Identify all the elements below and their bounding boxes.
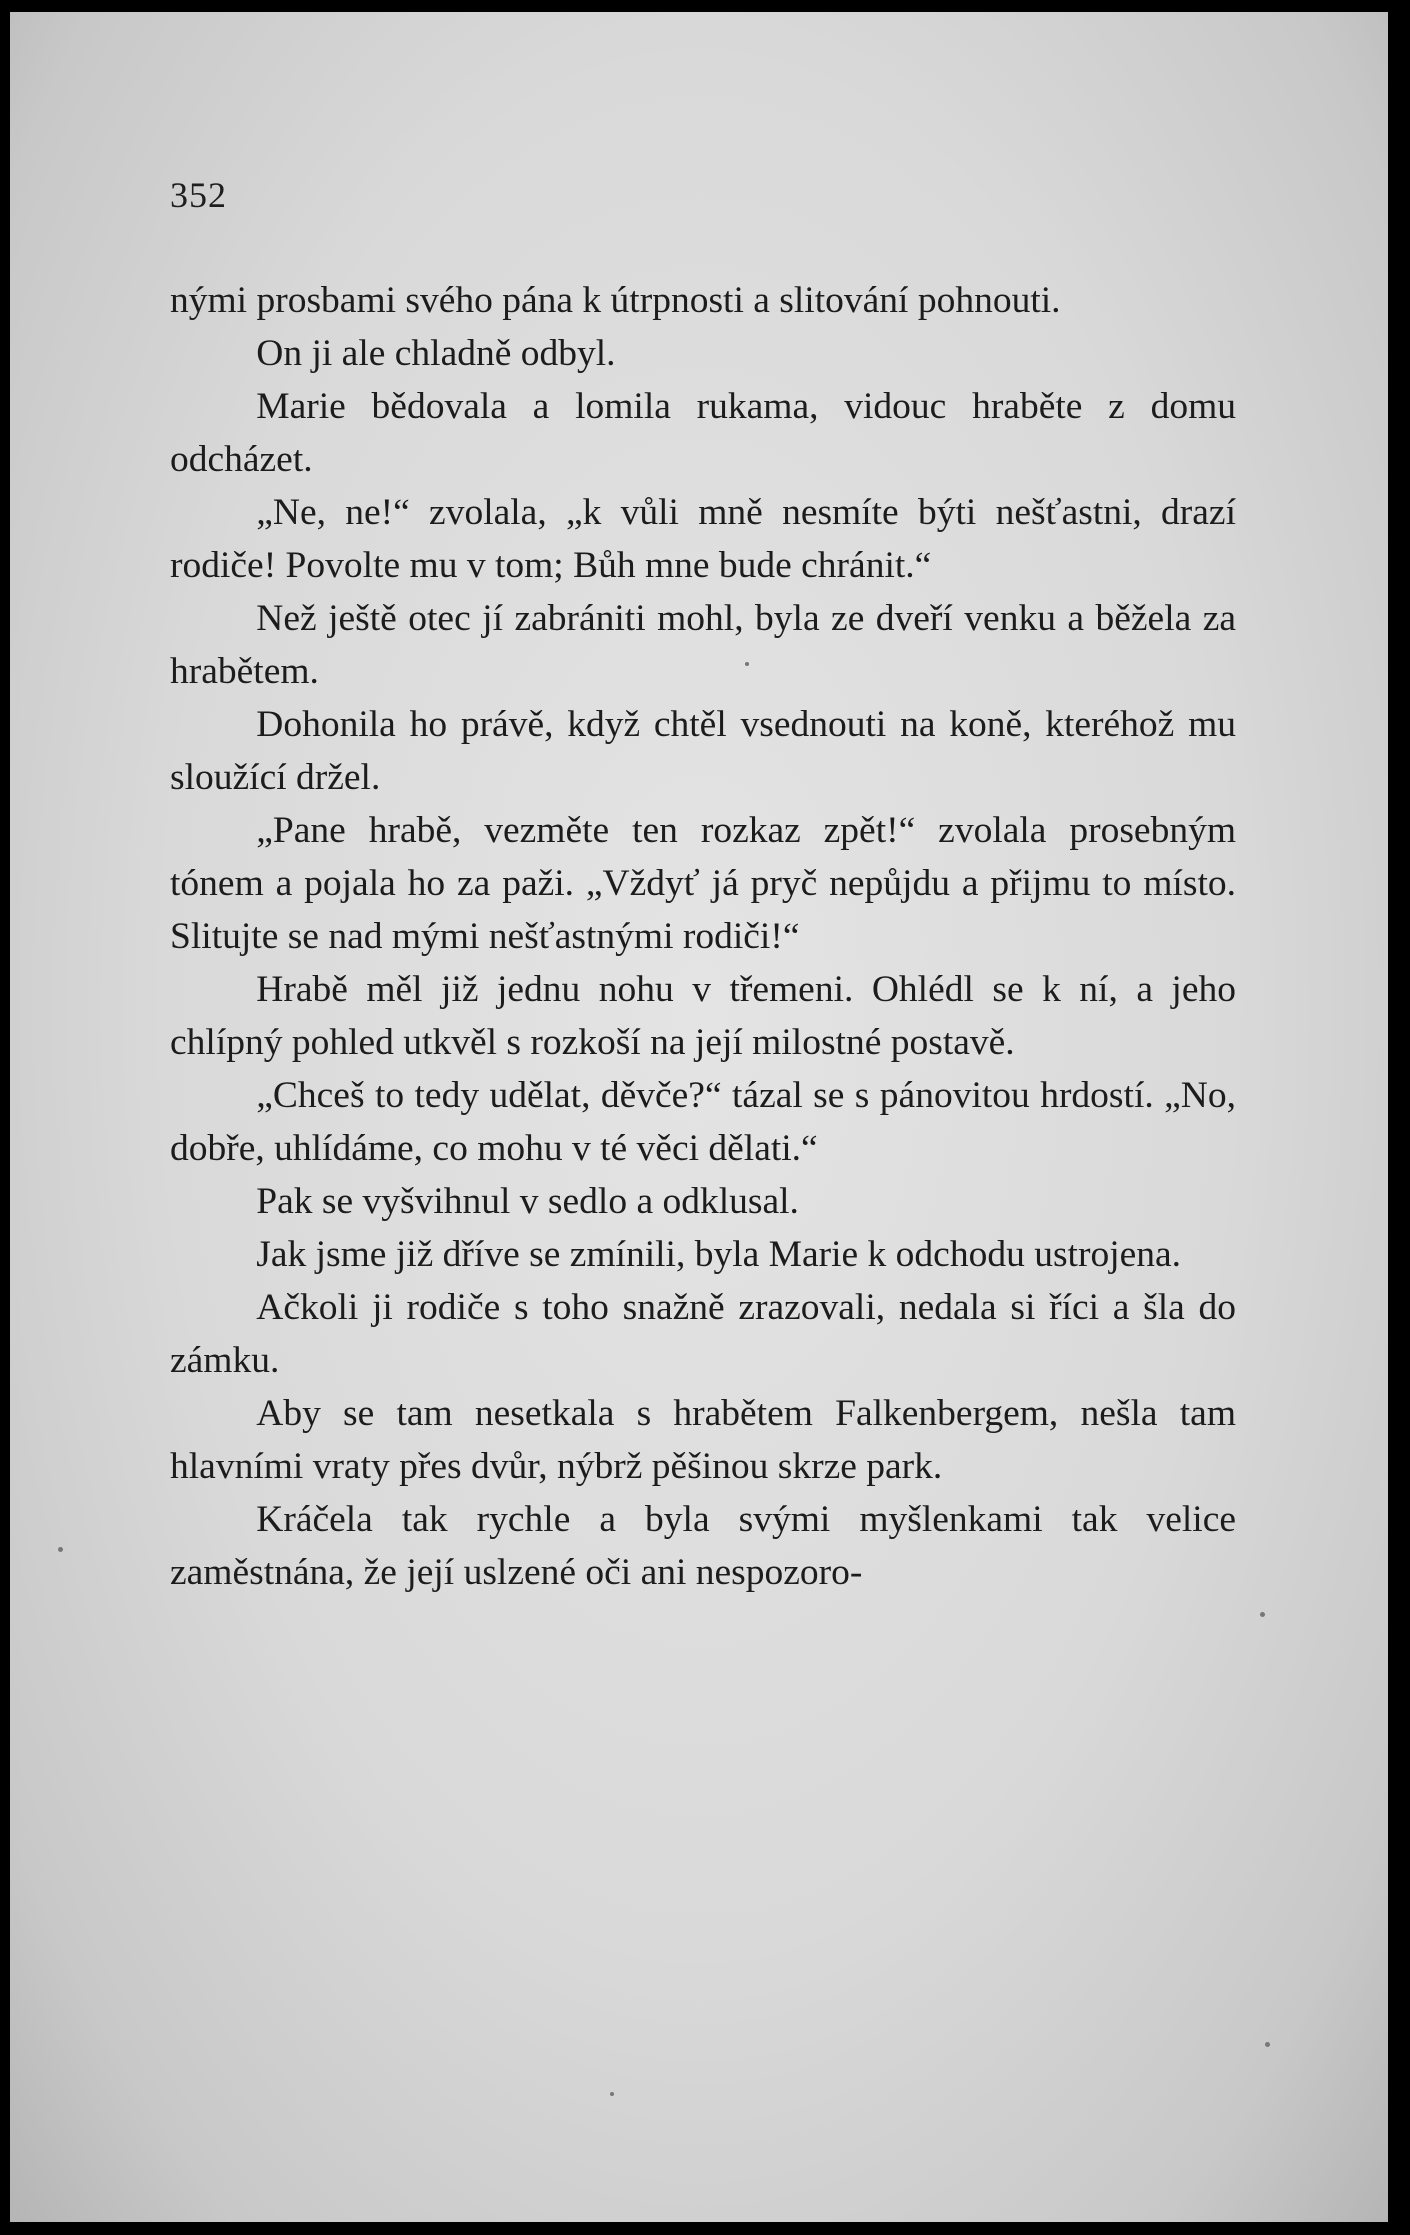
paper-speck [58,1547,63,1552]
paragraph: „Chceš to tedy udělat, děvče?“ tázal se s pánovitou hrdostí. „No, dobře, uhlídáme, co mohu v té věci dělati.“ [170,1075,1236,1169]
paragraph: Dohonila ho právě, když chtěl vsednouti na koně, kteréhož mu sloužící držel. [170,704,1236,798]
paragraph: Než ještě otec jí zabrániti mohl, byla ze dveří venku a běžela za hrabětem. [170,598,1236,692]
paragraph: Hrabě měl již jednu nohu v třemeni. Ohlédl se k ní, a jeho chlípný pohled utkvěl s rozkoší na její milostné postavě. [170,969,1236,1063]
paragraph: Ačkoli ji rodiče s toho snažně zrazovali, nedala si říci a šla do zámku. [170,1287,1236,1381]
paragraph: Kráčela tak rychle a byla svými myšlenkami tak velice zaměstnána, že její uslzené oči ani nespozoro- [170,1499,1236,1593]
paragraph: Pak se vyšvihnul v sedlo a odklusal. [256,1181,799,1222]
book-page [10,12,1388,2222]
paper-speck [745,662,749,666]
paper-speck [1260,1612,1265,1617]
paragraph: Jak jsme již dříve se zmínili, byla Marie k odchodu ustrojena. [256,1234,1182,1275]
paragraph: Aby se tam nesetkala s hrabětem Falkenbergem, nešla tam hlavními vraty přes dvůr, nýbrž pěšinou skrze park. [170,1393,1236,1487]
page-number: 352 [170,175,227,215]
paragraph: Marie bědovala a lomila rukama, vidouc hraběte z domu odcházet. [170,386,1236,480]
body-text [170,274,1236,1599]
paragraph: „Pane hrabě, vezměte ten rozkaz zpět!“ zvolala prosebným tónem a pojala ho za paži. „Vždyť já pryč nepůjdu a přijmu to místo. Slitujte se nad mými nešťastnými rodiči!“ [170,810,1236,957]
paragraph: On ji ale chladně odbyl. [256,333,616,374]
paragraph: nými prosbami svého pána k útrpnosti a slitování pohnouti. [170,280,1061,321]
paper-speck [1265,2042,1270,2047]
paper-speck [610,2092,614,2096]
paragraph: „Ne, ne!“ zvolala, „k vůli mně nesmíte býti nešťastni, drazí rodiče! Povolte mu v tom; Bůh mne bude chránit.“ [170,492,1236,586]
